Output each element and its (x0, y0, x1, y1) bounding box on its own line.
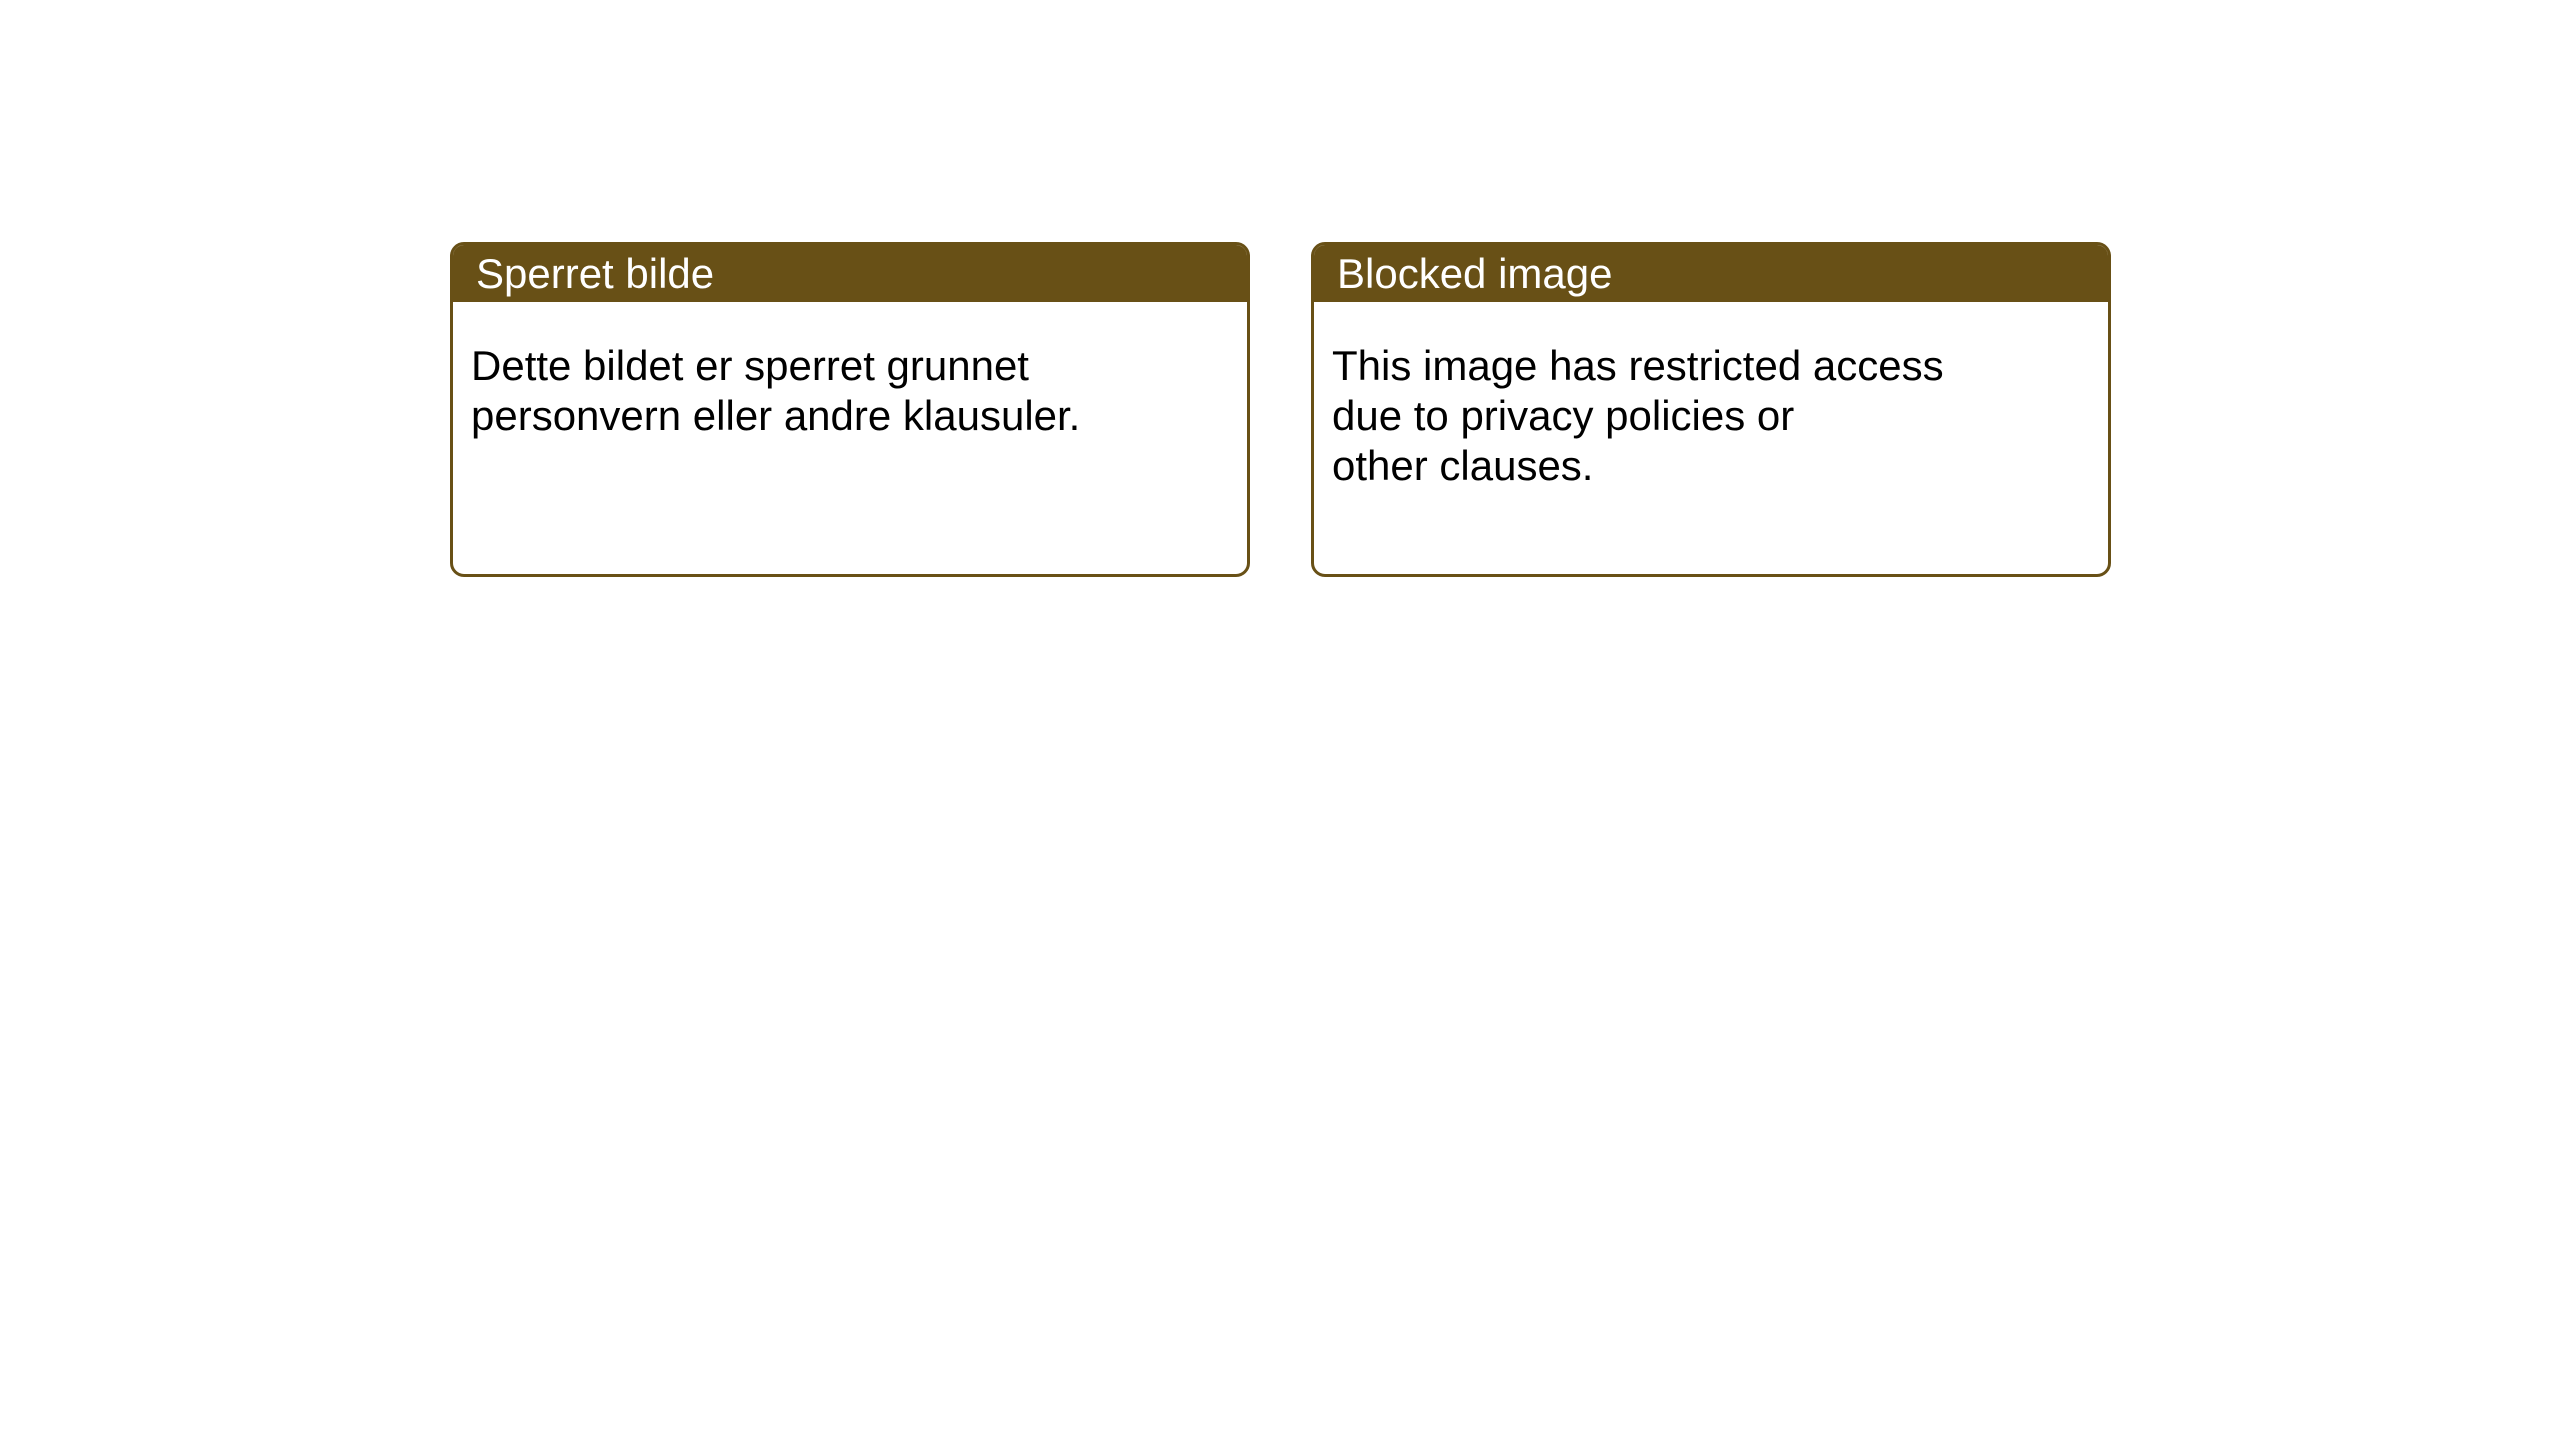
card-header (453, 245, 1247, 302)
card-body (453, 302, 1247, 441)
card-body (1314, 302, 2108, 491)
card-title: Blocked image (1337, 249, 1613, 297)
card-body-line: personvern eller andre klausuler. (471, 392, 1081, 439)
card-body-line: Dette bildet er sperret grunnet (471, 342, 1029, 389)
card-body-line: due to privacy policies or (1332, 392, 1795, 439)
card-header (1314, 245, 2108, 302)
blocked-image-card-english (1311, 242, 2111, 577)
card-body-line: other clauses. (1332, 442, 1594, 489)
card-title: Sperret bilde (476, 249, 715, 297)
blocked-image-card-norwegian (450, 242, 1250, 577)
card-body-line: This image has restricted access (1332, 342, 1944, 389)
